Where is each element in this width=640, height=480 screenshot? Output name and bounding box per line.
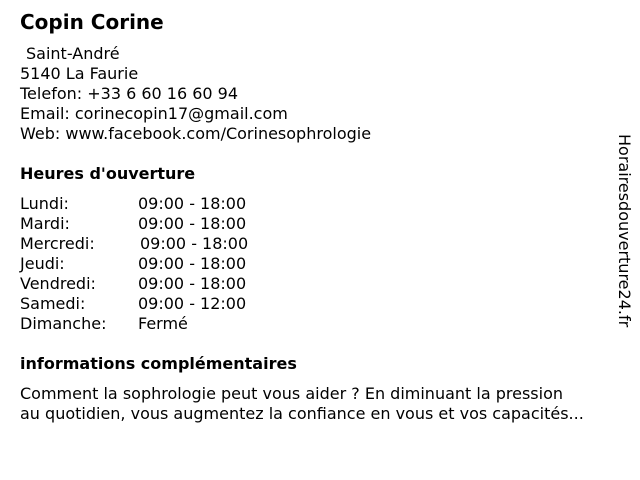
day-label: Lundi: [20, 194, 69, 213]
day-label: Samedi: [20, 294, 86, 313]
hours-row-vendredi [20, 274, 320, 294]
contact-block [20, 44, 371, 144]
day-label: Mardi: [20, 214, 70, 233]
business-name: Copin Corine [20, 10, 164, 34]
hours-row-mercredi [20, 234, 320, 254]
time-range: 09:00 - 18:00 [138, 194, 247, 213]
email-text: Email: corinecopin17@gmail.com [20, 104, 288, 123]
time-range: Fermé [138, 314, 188, 333]
web-text: Web: www.facebook.com/Corinesophrologie [20, 124, 372, 143]
additional-info-heading: informations complémentaires [20, 354, 297, 373]
phone-text: Telefon: +33 6 60 16 60 94 [20, 84, 239, 103]
time-range: 09:00 - 18:00 [138, 254, 247, 273]
time-range: 09:00 - 18:00 [138, 214, 247, 233]
day-label: Dimanche: [20, 314, 107, 333]
day-label: Jeudi: [20, 254, 65, 273]
info-line-1: Comment la sophrologie peut vous aider ? En diminuant la pression [20, 384, 563, 403]
hours-row-mardi [20, 214, 320, 234]
opening-hours-heading: Heures d'ouverture [20, 164, 196, 183]
info-line-2: au quotidien, vous augmentez la confiance en vous et vos capacités... [20, 404, 584, 423]
time-range: 09:00 - 18:00 [140, 234, 249, 253]
city-address: 5140 La Faurie [20, 64, 139, 83]
hours-row-lundi [20, 194, 320, 214]
street-address: Saint-André [26, 44, 120, 63]
opening-hours-table [20, 194, 320, 334]
day-label: Mercredi: [20, 234, 95, 253]
hours-row-dimanche [20, 314, 320, 334]
site-watermark: Horairesdouverture24.fr [615, 134, 634, 328]
hours-row-samedi [20, 294, 320, 314]
additional-info-text [20, 384, 632, 424]
hours-row-jeudi [20, 254, 320, 274]
day-label: Vendredi: [20, 274, 96, 293]
time-range: 09:00 - 12:00 [138, 294, 247, 313]
time-range: 09:00 - 18:00 [138, 274, 247, 293]
